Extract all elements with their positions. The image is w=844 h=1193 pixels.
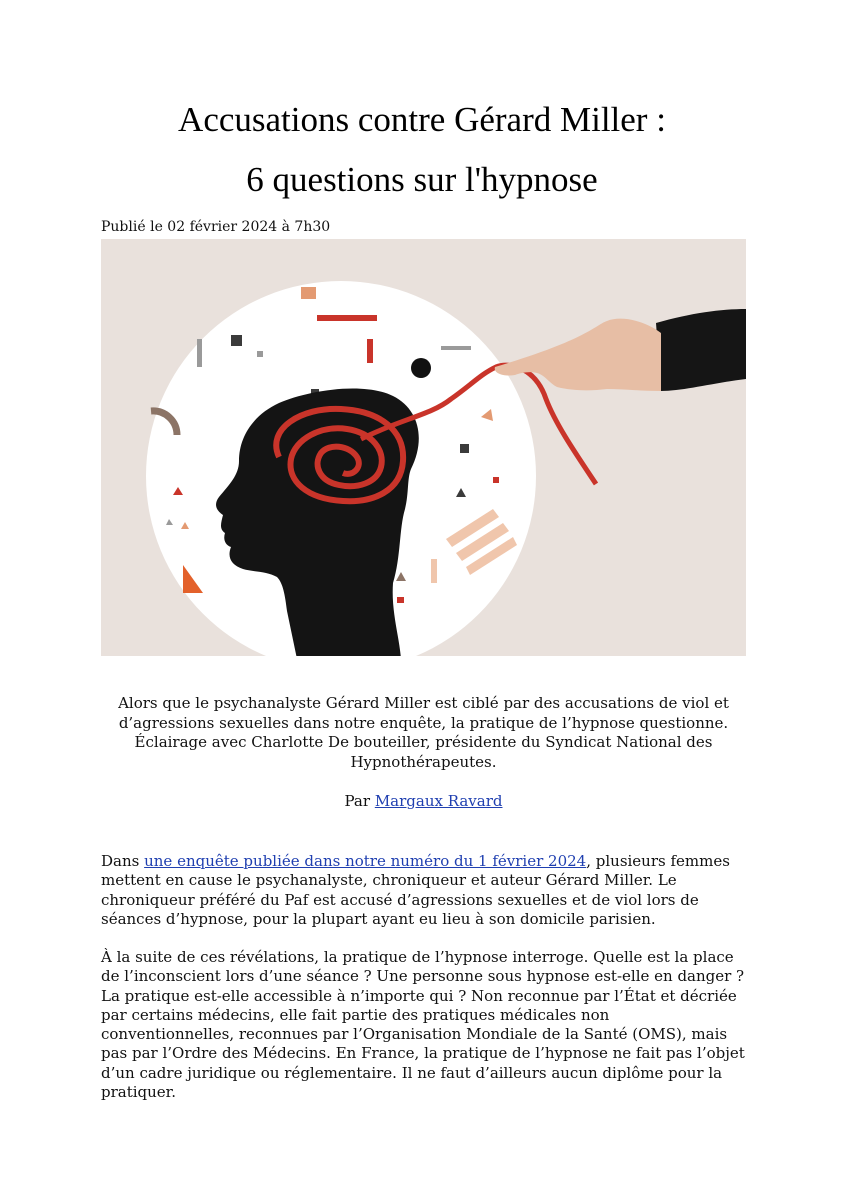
p1-before: Dans [101,852,145,870]
p1-after: , plusieurs femmes mettent en cause le psychanalyste, chroniqueur et auteur Gérard Miller. Le chroniqueur préféré du Paf est accusé d’agressions sexuelles et de viol lors de séances d’hypnose, pour la plupart ayant eu lieu à son domicile parisien. [101,852,730,928]
byline [101,792,746,810]
article-title-line-2: 6 questions sur l'hypnose [246,160,598,199]
body-paragraph-1 [101,852,746,929]
investigation-link[interactable]: une enquête publiée dans notre numéro du 1 février 2024 [144,852,587,870]
body-paragraph-2: À la suite de ces révélations, la pratique de l’hypnose interroge. Quelle est la place de l’inconscient lors d’une séance ? Une personne sous hypnose est-elle en danger ? La pratique est-elle accessible à n’importe qui ? Non reconnue par l’État et décriée par certains médecins, elle fait partie des pratiques médicales non conventionnelles, reconnues par l’Organisation Mondiale de la Santé (OMS), mais pas par l’Ordre des Médecins. En France, la pratique de l’hypnose ne fait pas l’objet d’un cadre juridique ou réglementaire. Il ne faut d’ailleurs aucun diplôme pour la pratiquer. [101,948,745,1102]
publish-date: Publié le 02 février 2024 à 7h30 [101,219,331,235]
byline-prefix: Par [344,792,375,810]
author-link[interactable]: Margaux Ravard [374,792,503,810]
article-lead: Alors que le psychanalyste Gérard Miller est ciblé par des accusations de viol et d’agressions sexuelles dans notre enquête, la pratique de l’hypnose questionne. Éclairage avec Charlotte De bouteiller, présidente du Syndicat National des Hypnothérapeutes. [118,694,729,771]
article-title-line-1: Accusations contre Gérard Miller : [178,100,666,139]
hand-arm [656,309,746,391]
hero-illustration [101,239,746,656]
